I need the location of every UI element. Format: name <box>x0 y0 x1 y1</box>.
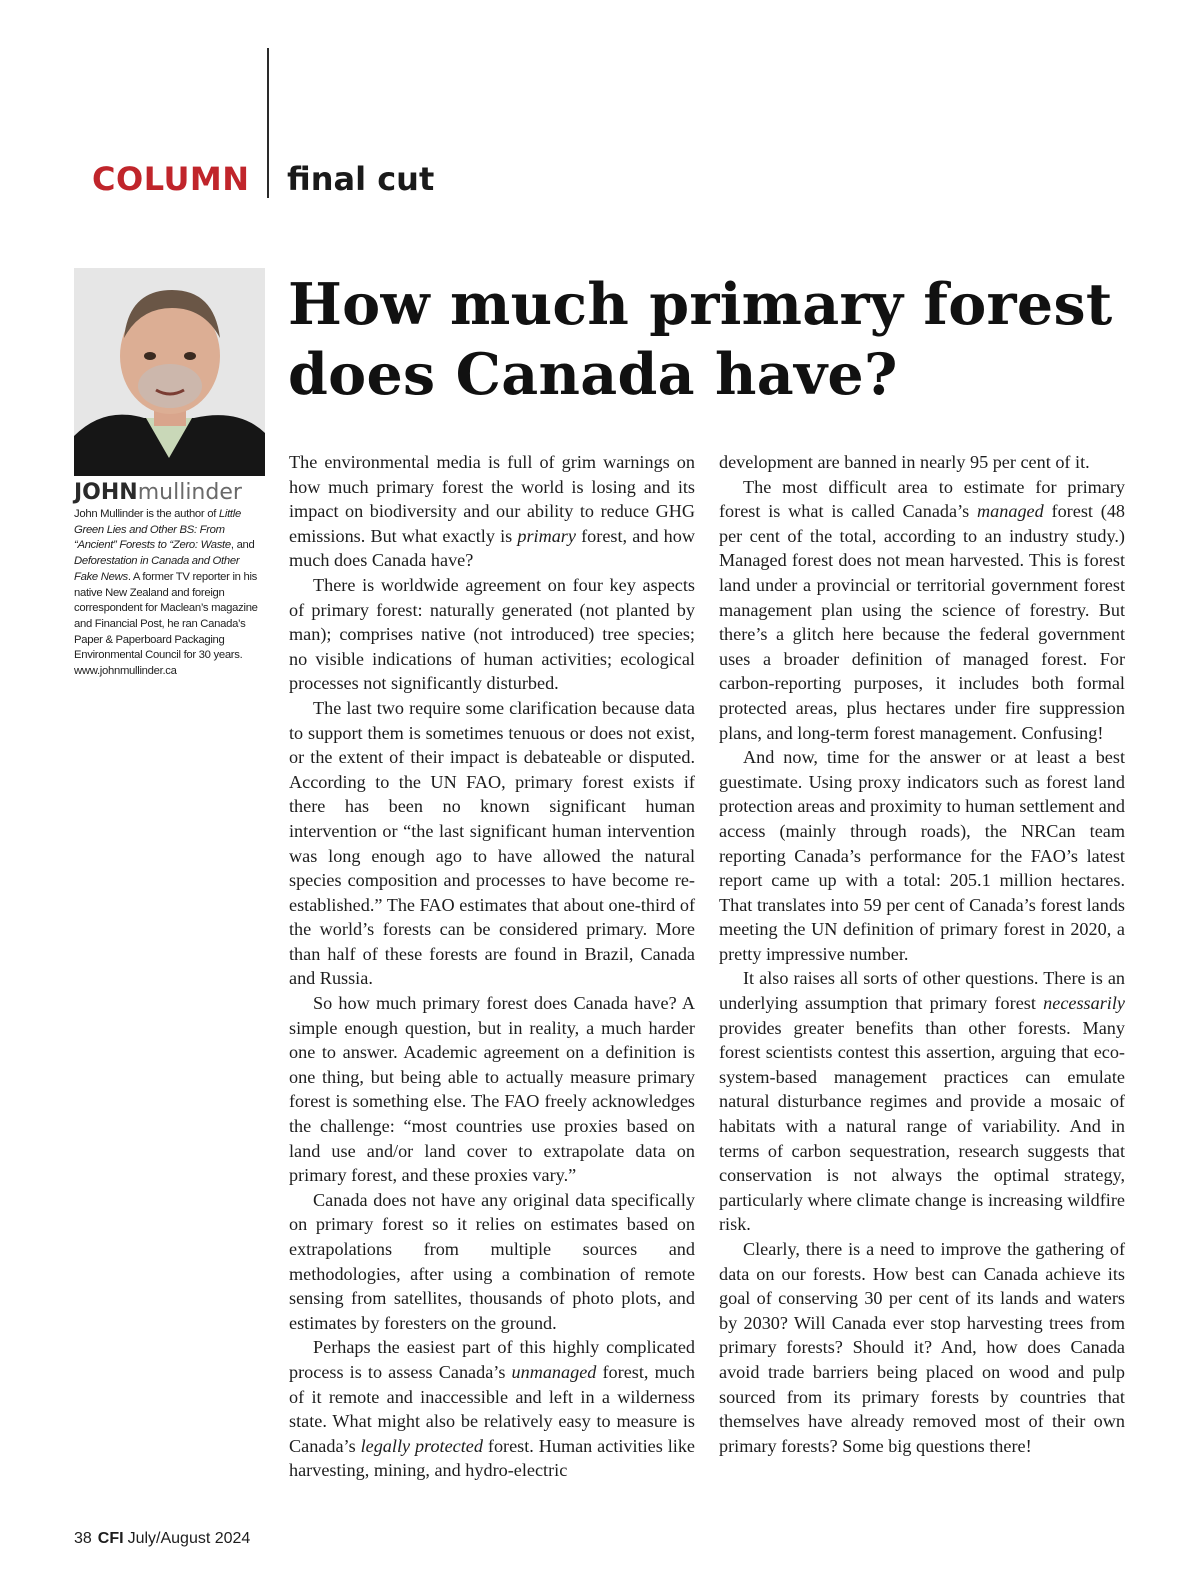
article-column-1 <box>289 450 695 1483</box>
text-run: And now, time for the answer or at least a best guestimate. Using proxy indicators such as forest land protection areas and proximity to human settlement and access (mainly through roads), the NRCan team reporting Canada’s performance for the FAO’s latest report came up with a total: 205.1 million hectares. That translates into 59 per cent of Canada’s forest lands meeting the UN definition of primary forest in 2020, a pretty impressive number. <box>719 747 1125 964</box>
column-name: final cut <box>287 160 435 198</box>
author-portrait-icon <box>74 268 265 476</box>
body-paragraph <box>289 450 695 573</box>
emphasis-text: legally protected <box>360 1435 483 1456</box>
text-run: Clearly, there is a need to improve the gathering of data on our forests. How best can Canada achieve its goal of conserving 30 per cent of its lands and waters by 2030? Will Canada ever stop harvesting trees from primary forests? Should it? And, how does Canada avoid trade barriers being placed on wood and pulp sourced from its primary forests by countries that themselves have already removed most of their own primary forests? Some big questions there! <box>719 1239 1125 1456</box>
text-run: John Mullinder is the author of <box>74 508 219 520</box>
author-name <box>74 480 242 505</box>
text-run: It also raises all sorts of other questions. There is an underlying assumption that primary forest <box>719 968 1125 1014</box>
article-title-line-2: does Canada have? <box>288 341 898 408</box>
body-paragraph <box>719 745 1125 966</box>
emphasis-text: Deforestation in Canada and Other Fake News <box>74 555 240 583</box>
author-photo <box>74 268 265 476</box>
text-run: The environmental media is full of grim warnings on how much primary forest the world is losing and its impact on biodiversity and our ability to reduce GHG emissions. But what exactly is <box>289 452 695 546</box>
body-paragraph <box>289 573 695 696</box>
body-paragraph <box>289 1188 695 1336</box>
body-paragraph <box>719 450 1125 475</box>
body-paragraph <box>289 696 695 991</box>
section-label: COLUMN <box>92 160 250 198</box>
emphasis-text: necessarily <box>1043 993 1125 1014</box>
text-run: , and <box>230 539 255 552</box>
text-run: Perhaps the easiest part of this highly complicated process is to assess Canada’s <box>289 1337 695 1382</box>
body-paragraph <box>289 991 695 1188</box>
article-title <box>288 270 1168 410</box>
text-run: www.johnmullinder.ca <box>74 665 177 678</box>
text-run: Canada does not have any original data specifically on primary forest so it relies on estimates based on extrapolations from multiple sources and methodologies, after using a combination of remote sensing from satellites, thousands of photo plots, and estimates by foresters on the ground. <box>289 1189 695 1333</box>
body-paragraph <box>719 475 1125 746</box>
page-footer <box>74 1530 250 1548</box>
text-run: forest, much of it remote and inaccessible and left in a wilderness state. What might also be relatively easy to measure is Canada’s <box>289 1361 695 1456</box>
text-run: . A former TV reporter in his native New Zealand and foreign correspondent for Maclean’s magazine and Financial Post, he ran Canada’s Paper & Paperboard Packaging Environmental Council for 30 years. <box>74 570 258 662</box>
text-run: provides greater benefits than other forests. Many forest scientists contest this assertion, arguing that eco-system-based management practices can emulate natural disturbance regimes and provide a mosaic of habitats with a natural range of variability. And in terms of carbon sequestration, research suggests that conservation is not always the optimal strategy, particularly where climate change is increasing wildfire risk. <box>719 1017 1125 1235</box>
article-column-2 <box>719 450 1125 1458</box>
emphasis-text: Little Green Lies and Other BS: From “Ancient” Forests to “Zero: Waste <box>74 508 241 552</box>
issue-date: July/August 2024 <box>127 1530 251 1547</box>
text-run: forest (48 per cent of the total, according to an industry study.) Managed forest does not mean harvested. This is forest land under a provincial or territorial government forest management plan using the science of forestry. But there’s a glitch here because the federal government uses a broader definition of managed forest. For carbon-reporting purposes, it includes both formal protected areas, plus hectares under fire suppression plans, and long-term forest management. Confusing! <box>719 501 1126 743</box>
body-paragraph <box>719 966 1125 1237</box>
emphasis-text: primary <box>517 525 576 546</box>
body-paragraph <box>289 1335 695 1483</box>
body-paragraph <box>719 1237 1125 1458</box>
text-run: forest, and how much does Canada have? <box>289 525 695 571</box>
emphasis-text: managed <box>977 501 1044 522</box>
text-run: forest. Human activities like harvesting, mining, and hydro-electric <box>289 1435 696 1481</box>
magazine-name: CFI <box>97 1530 124 1547</box>
author-bio <box>74 507 264 680</box>
text-run: The last two require some clarification because data to support them is sometimes tenuous or does not exist, or the extent of their impact is debateable or disputed. According to the UN FAO, primary forest exists if there has been no known significant human intervention or “the last significant human intervention was long enough ago to have allowed the natural species composition and processes to have become re-established.” The FAO estimates that about one-third of the world’s forests can be considered primary. More than half of these forests are found in Brazil, Canada and Russia. <box>289 697 695 989</box>
text-run: So how much primary forest does Canada have? A simple enough question, but in reality, a much harder one to answer. Academic agreement on a definition is one thing, but being able to actually measure primary forest is something else. The FAO freely acknowledges the challenge: “most countries use proxies based on land use and/or land cover to extrapolate data on primary forest, and these proxies vary.” <box>289 993 695 1186</box>
page-number: 38 <box>74 1530 92 1547</box>
text-run: development are banned in nearly 95 per cent of it. <box>719 452 1090 472</box>
author-last-name: mullinder <box>137 480 242 505</box>
header-divider <box>267 48 269 198</box>
emphasis-text: unmanaged <box>511 1361 597 1382</box>
author-first-name: JOHN <box>74 480 138 505</box>
article-title-line-1: How much primary forest <box>288 271 1113 338</box>
text-run: The most difficult area to estimate for primary forest is what is called Canada’s <box>719 476 1125 522</box>
text-run: There is worldwide agreement on four key aspects of primary forest: naturally generated (not planted by man); comprises native (not introduced) tree species; no visible indications of human activities; ecological processes not significantly disturbed. <box>289 574 695 694</box>
